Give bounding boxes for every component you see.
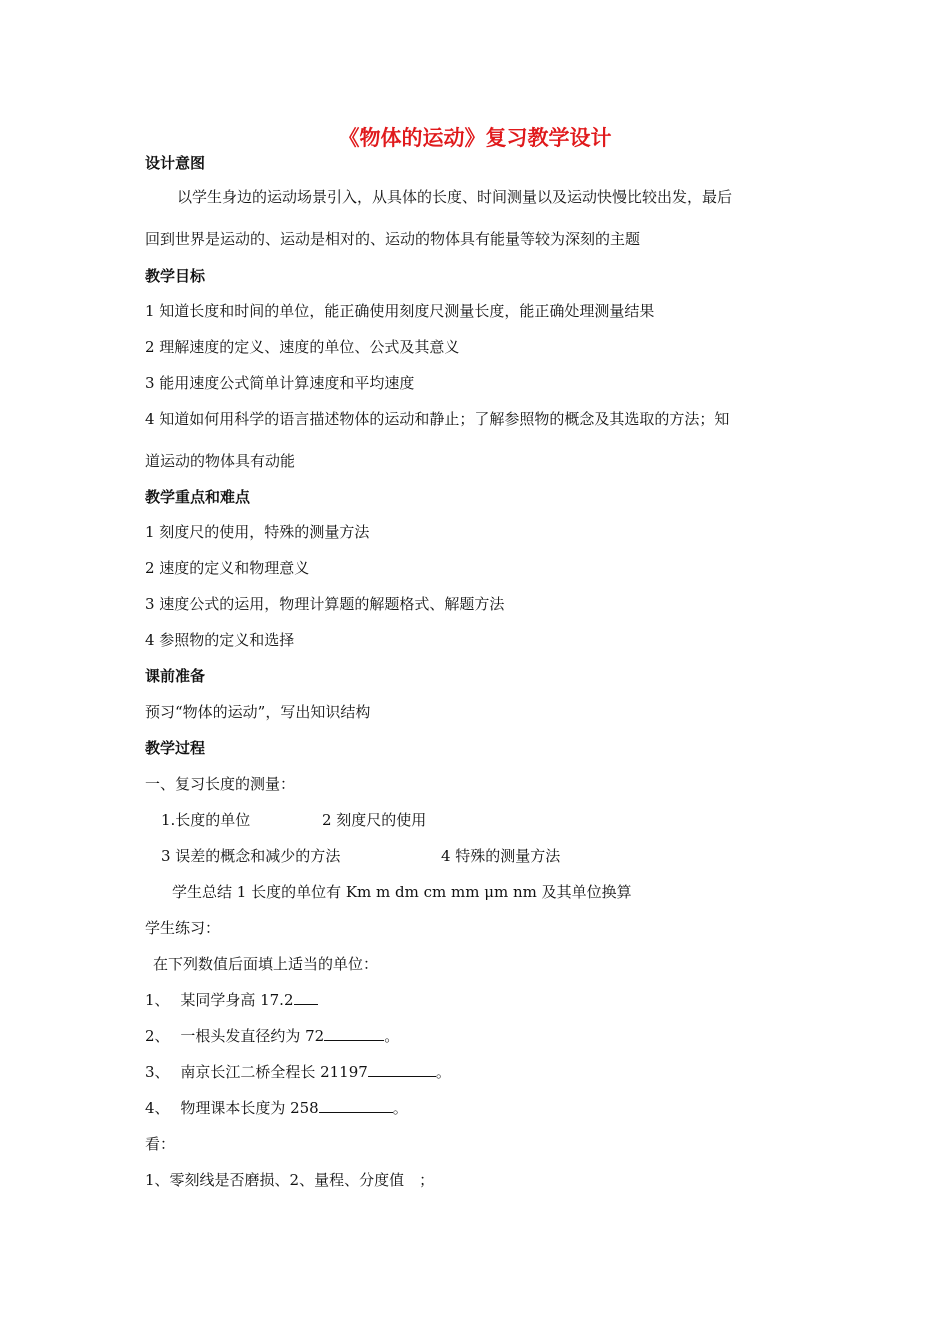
- goal-item: 2 理解速度的定义、速度的单位、公式及其意义: [145, 338, 460, 356]
- look-text: 1、零刻线是否磨损、2、量程、分度值 ；: [145, 1171, 435, 1189]
- exercise-item: [145, 989, 318, 1011]
- exercise-number: 1、: [145, 991, 170, 1009]
- exercise-text: 南京长江二桥全程长 21197: [180, 1063, 368, 1081]
- exercise-item: [145, 1061, 451, 1083]
- student-summary: 学生总结 1 长度的单位有 Km m dm cm mm μm nm 及其单位换算: [172, 883, 632, 901]
- practice-instruction: 在下列数值后面填上适当的单位：: [153, 955, 379, 973]
- intent-text-line-1: 以学生身边的运动场景引入，从具体的长度、时间测量以及运动快慢比较出发，最后: [177, 188, 733, 206]
- process-intro: 一、复习长度的测量：: [145, 775, 296, 793]
- topic-item: 2 刻度尺的使用: [322, 811, 427, 829]
- topic-item: 4 特殊的测量方法: [441, 847, 561, 865]
- exercise-end: 。: [384, 1027, 400, 1045]
- intent-text-line-2: 回到世界是运动的、运动是相对的、运动的物体具有能量等较为深刻的主题: [145, 230, 641, 248]
- intent-heading: 设计意图: [145, 154, 206, 172]
- goal-item: 3 能用速度公式简单计算速度和平均速度: [145, 374, 415, 392]
- goal-item-continued: 道运动的物体具有动能: [145, 452, 296, 470]
- exercise-text: 物理课本长度为 258: [180, 1099, 319, 1117]
- answer-blank[interactable]: [319, 1098, 393, 1113]
- key-points-heading: 教学重点和难点: [145, 488, 251, 506]
- exercise-text: 一根头发直径约为 72: [180, 1027, 325, 1045]
- answer-blank[interactable]: [368, 1062, 436, 1077]
- topic-item: 1.长度的单位: [161, 811, 251, 829]
- document-title: 《物体的运动》复习教学设计: [338, 125, 612, 150]
- prep-text: 预习“物体的运动”，写出知识结构: [145, 703, 371, 721]
- goal-item: 1 知道长度和时间的单位，能正确使用刻度尺测量长度，能正确处理测量结果: [145, 302, 655, 320]
- practice-heading: 学生练习：: [145, 919, 221, 937]
- exercise-text: 某同学身高 17.2: [180, 991, 294, 1009]
- topic-item: 3 误差的概念和减少的方法: [161, 847, 341, 865]
- prep-heading: 课前准备: [145, 667, 206, 685]
- exercise-item: [145, 1025, 399, 1047]
- answer-blank[interactable]: [324, 1026, 384, 1041]
- look-heading: 看：: [145, 1135, 176, 1153]
- key-point-item: 3 速度公式的运用，物理计算题的解题格式、解题方法: [145, 595, 505, 613]
- exercise-end: 。: [435, 1063, 451, 1081]
- exercise-number: 3、: [145, 1063, 170, 1081]
- exercise-number: 4、: [145, 1099, 170, 1117]
- key-point-item: 2 速度的定义和物理意义: [145, 559, 310, 577]
- key-point-item: 1 刻度尺的使用，特殊的测量方法: [145, 523, 370, 541]
- goals-heading: 教学目标: [145, 267, 206, 285]
- goal-item: 4 知道如何用科学的语言描述物体的运动和静止；了解参照物的概念及其选取的方法；知: [145, 410, 730, 428]
- exercise-end: 。: [392, 1099, 408, 1117]
- exercise-item: [145, 1097, 408, 1119]
- exercise-number: 2、: [145, 1027, 170, 1045]
- process-heading: 教学过程: [145, 739, 206, 757]
- key-point-item: 4 参照物的定义和选择: [145, 631, 295, 649]
- answer-blank[interactable]: [294, 990, 318, 1005]
